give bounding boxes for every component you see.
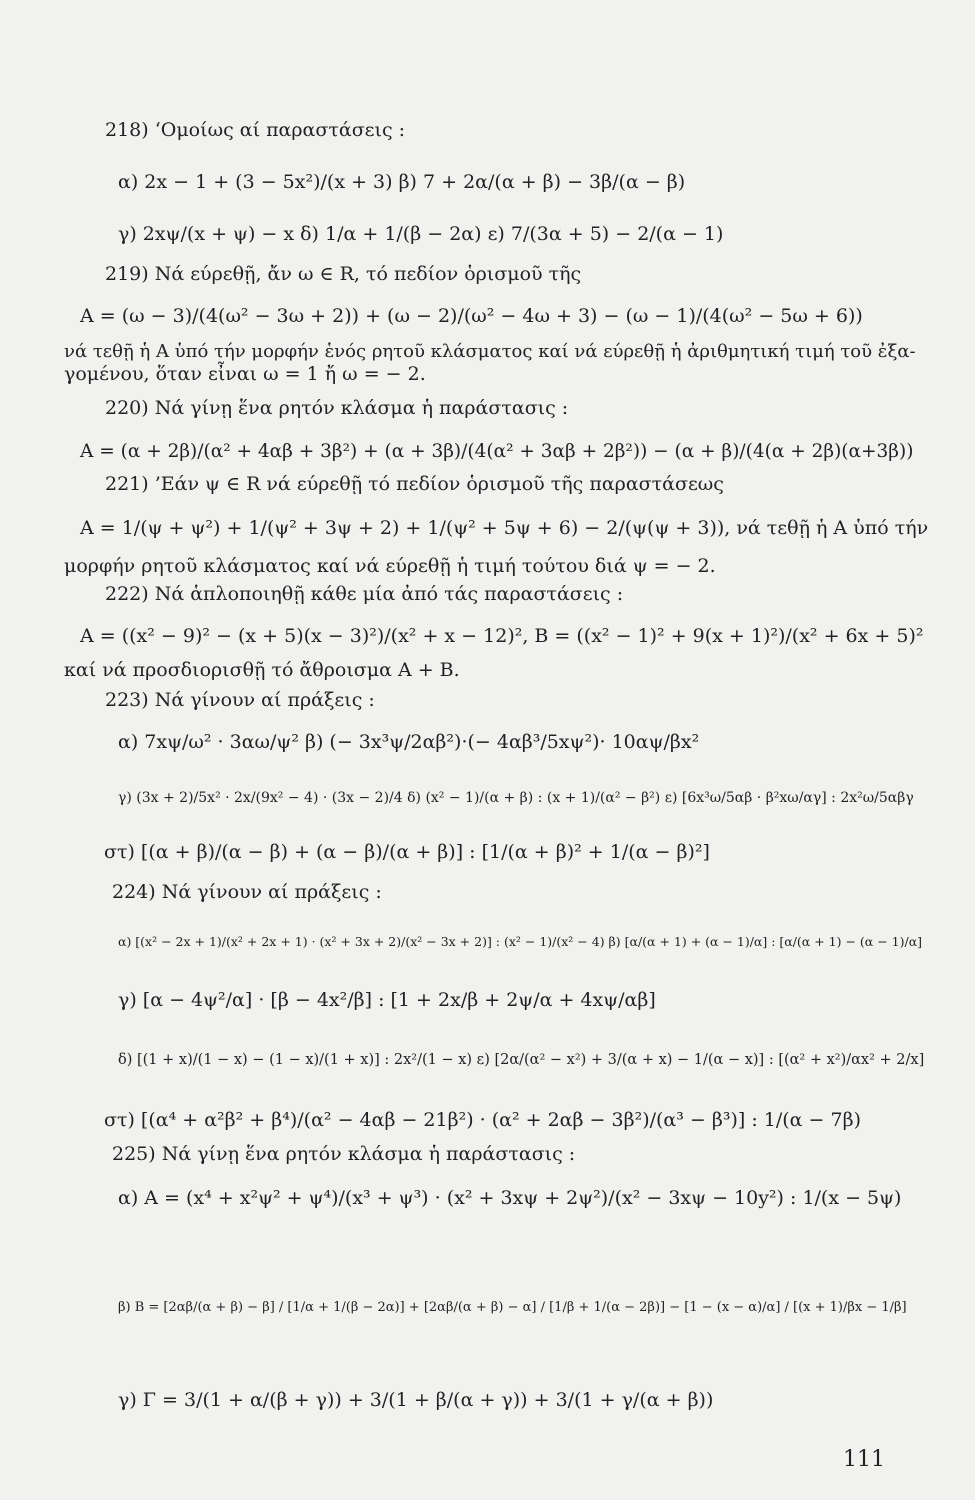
page-number: 111 [843, 1447, 885, 1472]
problem-224-heading: 224) Νά γίνουν αί πράξεις : [112, 881, 382, 903]
problem-224-a-b: α) [(x² − 2x + 1)/(x² + 2x + 1) · (x² + 3x + 2)/(x² − 3x + 2)] : (x² − 1)/(x² − 4) β) [α/(α + 1) + (α − 1)/α] : [α/(α + 1) − (α − 1)/α] [118, 934, 923, 949]
problem-218-g-d-e: γ) 2xψ/(x + ψ) − x δ) 1/α + 1/(β − 2α) ε) 7/(3α + 5) − 2/(α − 1) [118, 223, 724, 245]
problem-224-st: στ) [(α⁴ + α²β² + β⁴)/(α² − 4αβ − 21β²) · (α² + 2αβ − 3β²)/(α³ − β³)] : 1/(α − 7β) [104, 1109, 861, 1131]
problem-221-text: μορφήν ρητοῦ κλάσματος καί νά εύρεθῇ ἡ τιμή τούτου διά ψ = − 2. [64, 555, 716, 577]
problem-219-text-1: νά τεθῇ ἡ A ὑπό τήν μορφήν ἑνός ρητοῦ κλάσματος καί νά εύρεθῇ ἡ ἀριθμητική τιμή τοῦ ἐξα- [64, 341, 916, 362]
problem-222-text: καί νά προσδιορισθῇ τό ἄθροισμα A + B. [64, 659, 460, 681]
problem-224-g: γ) [α − 4ψ²/α] · [β − 4x²/β] : [1 + 2x/β + 2ψ/α + 4xψ/αβ] [118, 989, 656, 1011]
problem-225-a: α) A = (x⁴ + x²ψ² + ψ⁴)/(x³ + ψ³) · (x² + 3xψ + 2ψ²)/(x² − 3xψ − 10y²) : 1/(x − 5ψ) [118, 1187, 902, 1209]
problem-222-heading: 222) Νά ἁπλοποιηθῇ κάθε μία ἀπό τάς παραστάσεις : [105, 583, 624, 605]
problem-219-heading: 219) Νά εύρεθῇ, ἄν ω ∈ R, τό πεδίον ὁρισμοῦ τῆς [105, 263, 582, 285]
problem-223-st: στ) [(α + β)/(α − β) + (α − β)/(α + β)] : [1/(α + β)² + 1/(α − β)²] [104, 841, 710, 863]
problem-219-text-2: γομένου, ὅταν εἶναι ω = 1 ἤ ω = − 2. [64, 363, 426, 385]
problem-221-expression: A = 1/(ψ + ψ²) + 1/(ψ² + 3ψ + 2) + 1/(ψ² + 5ψ + 6) − 2/(ψ(ψ + 3)), νά τεθῇ ἡ A ὑπό τήν [80, 517, 929, 539]
problem-220-expression: A = (α + 2β)/(α² + 4αβ + 3β²) + (α + 3β)/(4(α² + 3αβ + 2β²)) − (α + β)/(4(α + 2β)(α+3β)) [80, 441, 914, 462]
problem-223-heading: 223) Νά γίνουν αί πράξεις : [105, 689, 375, 711]
problem-221-heading: 221) ’Εάν ψ ∈ R νά εύρεθῇ τό πεδίον ὁρισμοῦ τῆς παραστάσεως [105, 473, 724, 495]
problem-224-d-e: δ) [(1 + x)/(1 − x) − (1 − x)/(1 + x)] : 2x²/(1 − x) ε) [2α/(α² − x²) + 3/(α + x) − 1/(α − x)] : [(α² + x²)/αx² + 2/x] [118, 1052, 925, 1068]
problem-223-a-b: α) 7xψ/ω² · 3αω/ψ² β) (− 3x³ψ/2αβ²)·(− 4αβ³/5xψ²)· 10αψ/βx² [118, 731, 700, 753]
problem-222-expressions: A = ((x² − 9)² − (x + 5)(x − 3)²)/(x² + x − 12)², B = ((x² − 1)² + 9(x + 1)²)/(x² + 6x + 5)² [80, 625, 924, 647]
problem-225-b: β) B = [2αβ/(α + β) − β] / [1/α + 1/(β − 2α)] + [2αβ/(α + β) − α] / [1/β + 1/(α − 2β)] − [1 − (x − α)/α] / [(x + 1)/βx − 1/β] [118, 1300, 907, 1315]
problem-225-heading: 225) Νά γίνῃ ἕνα ρητόν κλάσμα ἡ παράστασις : [112, 1143, 576, 1165]
problem-223-g-d-e: γ) (3x + 2)/5x² · 2x/(9x² − 4) · (3x − 2)/4 δ) (x² − 1)/(α + β) : (x + 1)/(α² − β²) ε) [6x³ω/5αβ · β²xω/αγ] : 2x²ω/5αβγ [118, 790, 914, 806]
problem-220-heading: 220) Νά γίνῃ ἕνα ρητόν κλάσμα ἡ παράστασις : [105, 397, 569, 419]
problem-218-a-b: α) 2x − 1 + (3 − 5x²)/(x + 3) β) 7 + 2α/(α + β) − 3β/(α − β) [118, 171, 686, 193]
problem-225-g: γ) Γ = 3/(1 + α/(β + γ)) + 3/(1 + β/(α + γ)) + 3/(1 + γ/(α + β)) [118, 1389, 714, 1411]
problem-219-expression: A = (ω − 3)/(4(ω² − 3ω + 2)) + (ω − 2)/(ω² − 4ω + 3) − (ω − 1)/(4(ω² − 5ω + 6)) [80, 305, 863, 327]
problem-218-heading: 218) ‘Ομοίως αί παραστάσεις : [105, 119, 406, 141]
